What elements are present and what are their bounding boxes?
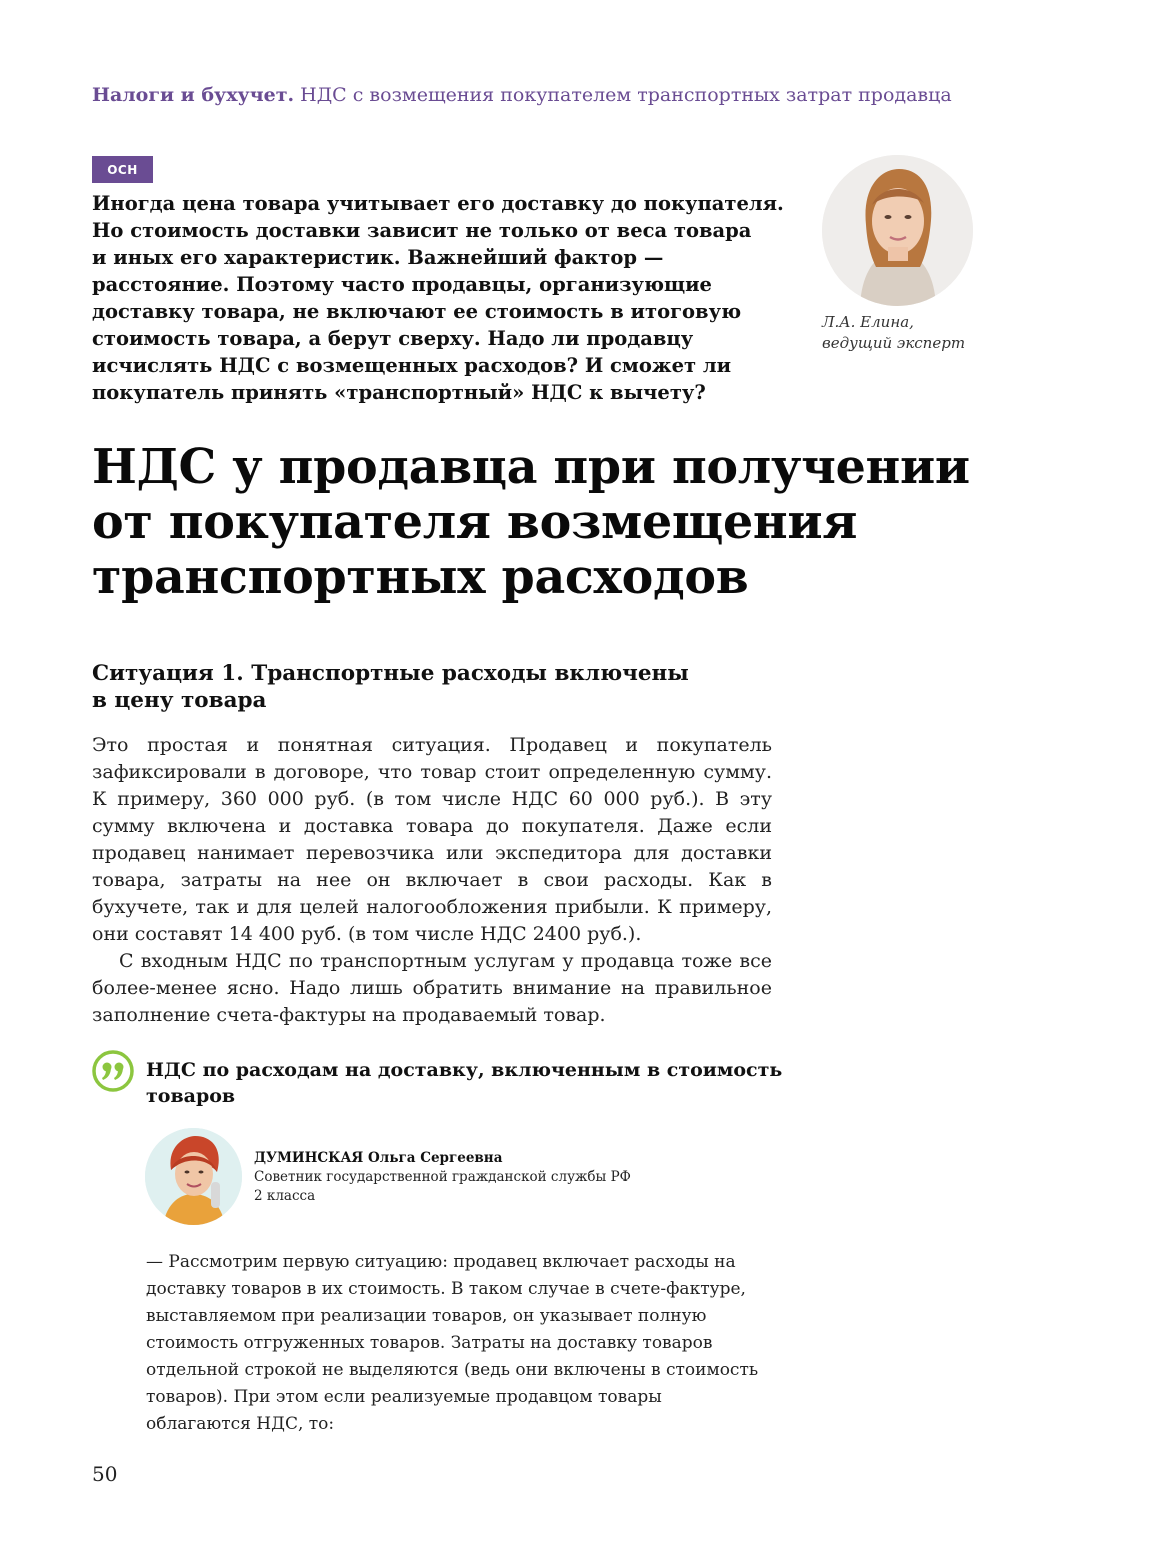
body-paragraph: С входным НДС по транспортным услугам у продавца тоже все более-менее ясно. Надо лишь обратить внимание на правильное заполнение счета-фактуры на продаваемый товар. (92, 950, 772, 1026)
title-line: НДС у продавца при получении (92, 439, 970, 495)
running-header (92, 84, 952, 106)
author-portrait-icon (822, 155, 973, 306)
title-line: транспортных расходов (92, 549, 749, 605)
author-position: ведущий эксперт (822, 334, 966, 352)
lead-paragraph (92, 190, 792, 406)
quote-icon (92, 1050, 134, 1092)
expert-surname: ДУМИНСКАЯ (254, 1150, 364, 1166)
article-running-title: НДС с возмещения покупателем транспортных затрат продавца (300, 84, 952, 106)
section-subtitle (92, 660, 772, 714)
lead-line: покупатель принять «транспортный» НДС к вычету? (92, 381, 706, 404)
body-text (92, 732, 772, 1029)
author-photo (822, 155, 973, 306)
lead-line: и иных его характеристик. Важнейший фактор — (92, 246, 664, 269)
lead-line: стоимость товара, а берут сверху. Надо ли продавцу (92, 327, 694, 350)
subtitle-line: Ситуация 1. Транспортные расходы включены (92, 661, 689, 686)
expert-answer: — Рассмотрим первую ситуацию: продавец включает расходы на доставку товаров в их стоимость. В таком случае в счете-фактуре, выставляемом при реализации товаров, он указывает полную стоимость отгруженных товаров. Затраты на доставку товаров отдельной строкой не выделяются (ведь они включены в стоимость товаров). При этом если реализуемые продавцом товары облагаются НДС, то: (146, 1252, 759, 1434)
subtitle-line: в цену товара (92, 688, 267, 713)
lead-line: Иногда цена товара учитывает его доставку до покупателя. (92, 192, 784, 215)
title-line: от покупателя возмещения (92, 494, 858, 550)
section-name: Налоги и бухучет. (92, 84, 295, 106)
lead-line: исчислять НДС с возмещенных расходов? И сможет ли (92, 354, 732, 377)
author-name: Л.А. Елина, (822, 313, 914, 331)
article-title (92, 440, 1072, 605)
expert-role-line: Советник государственной гражданской службы РФ (254, 1169, 631, 1185)
body-paragraph: Это простая и понятная ситуация. Продавец и покупатель зафиксировали в договоре, что товар стоит определенную сумму. К примеру, 360 000 руб. (в том числе НДС 60 000 руб.). В эту сумму включена и доставка товара до покупателя. Даже если продавец нанимает перевозчика или экспедитора для доставки товара, затраты на нее он включает в свои расходы. Как в бухучете, так и для целей налогообложения прибыли. К примеру, они составят 14 400 руб. (в том числе НДС 2400 руб.). (92, 734, 772, 945)
expert-portrait-icon (145, 1128, 242, 1225)
expert-photo (145, 1128, 242, 1225)
tax-regime-tag: ОСН (92, 156, 153, 183)
expert-name (254, 1149, 502, 1168)
lead-line: расстояние. Поэтому часто продавцы, организующие (92, 273, 712, 296)
expert-role-line: 2 класса (254, 1188, 316, 1204)
expert-role (254, 1168, 634, 1206)
author-caption (822, 312, 982, 354)
lead-line: доставку товара, не включают ее стоимость в итоговую (92, 300, 742, 323)
quote-heading: НДС по расходам на доставку, включенным в стоимость товаров (146, 1059, 783, 1107)
expert-firstnames: Ольга Сергеевна (368, 1150, 503, 1166)
lead-line: Но стоимость доставки зависит не только от веса товара (92, 219, 752, 242)
page-number: 50 (92, 1462, 118, 1486)
